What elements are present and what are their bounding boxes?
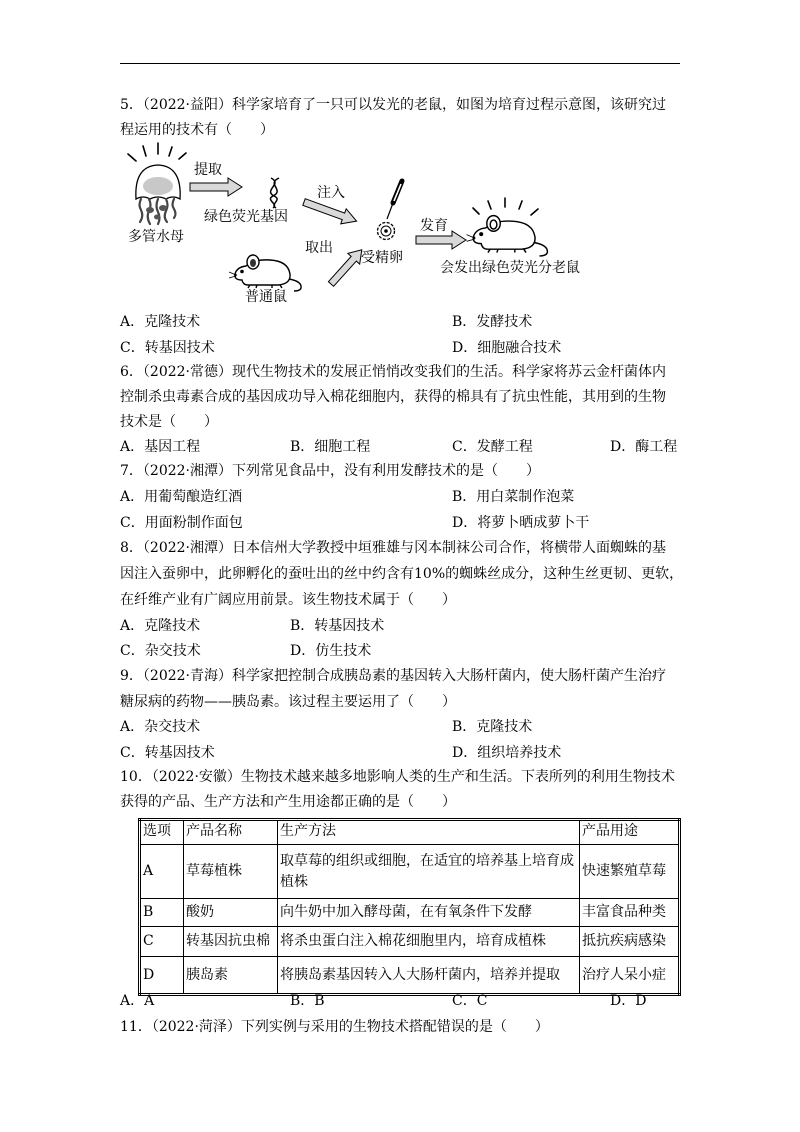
jellyfish-bell-shading (143, 177, 173, 195)
table-row (140, 927, 680, 957)
normal-mouse-illustration (229, 255, 301, 291)
question-7-option-d: D．将萝卜晒成萝卜干 (452, 515, 590, 531)
question-5-stem-line-2: 程运用的技术有（ ） (120, 122, 274, 138)
glow-ray (169, 147, 172, 156)
question-7-option-b: B．用白菜制作泡菜 (452, 489, 575, 505)
question-7-option-c: C．用面粉制作面包 (120, 515, 243, 531)
cell-production-method: 取草莓的组织或细胞，在适宜的培养基上培育成植株 (278, 845, 580, 899)
question-6-option-d: D．酶工程 (610, 439, 678, 455)
question-8-stem-line-3: 在纤维产业有广阔应用前景。该生物技术属于（ ） (120, 592, 456, 608)
cell-option: A (140, 845, 184, 899)
question-10-stem-line-1: 10．（2022·安徽）生物技术越来越多地影响人类的生产和生活。下表所列的利用生物技术 (120, 769, 675, 785)
cell-option: C (140, 927, 184, 957)
glow-ray (531, 209, 538, 215)
question-8-option-c: C．杂交技术 (120, 643, 201, 659)
mouse-eye (479, 232, 483, 236)
tentacle (157, 199, 160, 224)
glowing-mouse-illustration (467, 216, 548, 256)
question-6-stem-line-2: 控制杀虫毒素合成的基因成功导入棉花细胞内，获得的棉具有了抗虫性能，其用到的生物 (120, 389, 666, 405)
syringe-needle (387, 203, 393, 219)
question-5-stem-line-1: 5．（2022·益阳）科学家培育了一只可以发光的老鼠，如图为培育过程示意图，该研究过 (120, 97, 666, 113)
question-6-option-b: B．细胞工程 (290, 439, 371, 455)
question-9-option-b: B．克隆技术 (452, 719, 533, 735)
cell-product-name: 胰岛素 (184, 957, 278, 995)
glow-ray (473, 208, 479, 214)
glow-ray (488, 201, 491, 209)
table-row (140, 899, 680, 927)
gfp-mouse-process-diagram (110, 138, 570, 308)
column-header-product-name: 产品名称 (184, 820, 278, 845)
question-6-option-c: C．发酵工程 (452, 439, 533, 455)
fertilized-egg-icon (378, 223, 395, 240)
question-9-option-c: C．转基因技术 (120, 745, 215, 761)
mouse-inner-ear (490, 220, 497, 229)
glow-ray (128, 154, 136, 161)
diagram-label-glowing-mouse: 会发出绿色荧光分老鼠 (440, 260, 580, 276)
question-5-option-a: A．克隆技术 (120, 314, 201, 330)
jellyfish-tentacles (140, 199, 176, 224)
glowing-mouse-rays (473, 198, 538, 215)
question-10-stem-line-2: 获得的产品、生产方法和产生用途都正确的是（ ） (120, 794, 456, 810)
question-6-stem-line-3: 技术是（ ） (120, 414, 218, 430)
tentacle (173, 199, 176, 218)
question-11-stem-line-1: 11．（2022·菏泽）下列实例与采用的生物技术搭配错误的是（ ） (120, 1019, 549, 1035)
table-header-row (140, 820, 680, 845)
question-5-option-d: D．细胞融合技术 (452, 340, 562, 356)
mouse-inner-ear (250, 259, 256, 267)
diagram-label-normal-mouse: 普通鼠 (245, 289, 287, 305)
cell-product-name: 转基因抗虫棉 (184, 927, 278, 957)
question-10-option-d: D．D (610, 993, 647, 1009)
glow-ray (143, 146, 146, 156)
body-spot (159, 205, 167, 211)
question-9-option-a: A．杂交技术 (120, 719, 201, 735)
diagram-label-develop: 发育 (420, 218, 448, 234)
diagram-label-inject: 注入 (317, 185, 345, 201)
diagram-label-egg: 受精卵 (361, 250, 403, 266)
question-8-option-d: D．仿生技术 (290, 643, 372, 659)
question-7-stem-line-1: 7．（2022·湘潭）下列常见食品中，没有利用发酵技术的是（ ） (120, 463, 540, 479)
question-10-option-b: B．B (290, 993, 325, 1009)
body-spot (146, 207, 154, 213)
glow-ray (519, 201, 522, 209)
question-6-stem-line-1: 6．（2022·常德）现代生物技术的发展正悄悄改变我们的生活。科学家将苏云金杆菌体内 (120, 364, 666, 380)
glow-ray (179, 153, 186, 159)
question-5-option-b: B．发酵技术 (452, 314, 533, 330)
tentacle (140, 199, 143, 222)
cell-product-name: 酸奶 (184, 899, 278, 927)
cell-option: D (140, 957, 184, 995)
cell-product-use: 治疗人呆小症 (580, 957, 680, 995)
cell-product-use: 丰富食品种类 (580, 899, 680, 927)
cell-product-use: 快速繁殖草莓 (580, 845, 680, 899)
jellyfish-glow-rays (128, 143, 186, 161)
question-8-stem-line-1: 8．（2022·湘潭）日本信州大学教授中垣雅雄与冈本制袜公司合作，将横带人面蜘蛛的基 (120, 540, 666, 556)
body-spot (154, 215, 160, 220)
table-row (140, 845, 680, 899)
question-9-stem-line-1: 9．（2022·青海）科学家把控制合成胰岛素的基因转入大肠杆菌内，使大肠杆菌产生治疗 (120, 668, 666, 684)
diagram-label-extract: 提取 (194, 162, 222, 178)
arrow-extract (190, 178, 242, 196)
question-9-option-d: D．组织培养技术 (452, 745, 562, 761)
cell-production-method: 将胰岛素基因转入人大肠杆菌内，培养并提取 (278, 957, 580, 995)
diagram-label-take-out: 取出 (305, 240, 333, 256)
mouse-eye (240, 270, 244, 274)
dna-gene-icon (270, 178, 279, 208)
question-7-option-a: A．用葡萄酿造红酒 (120, 489, 243, 505)
diagram-label-gene: 绿色荧光基因 (204, 209, 288, 225)
mouse-tail (289, 279, 301, 291)
question-8-option-b: B．转基因技术 (290, 618, 385, 634)
mouse-tail (534, 242, 548, 255)
column-header-option: 选项 (140, 820, 184, 845)
header-rule (120, 63, 680, 64)
question-6-option-a: A．基因工程 (120, 439, 201, 455)
jellyfish-illustration (128, 143, 186, 224)
products-table (138, 818, 681, 996)
diagram-label-jellyfish: 多管水母 (128, 229, 184, 245)
column-header-production-method: 生产方法 (278, 820, 580, 845)
column-header-product-use: 产品用途 (580, 820, 680, 845)
cell-production-method: 向牛奶中加入酵母菌，在有氧条件下发酵 (278, 899, 580, 927)
cell-product-use: 抵抗疾病感染 (580, 927, 680, 957)
question-8-stem-line-2: 因注入蚕卵中，此卵孵化的蚕吐出的丝中约含有10%的蜘蛛丝成分，这种生丝更韧、更软， (120, 566, 684, 582)
question-5-option-c: C．转基因技术 (120, 340, 215, 356)
cell-product-name: 草莓植株 (184, 845, 278, 899)
question-10-option-c: C．C (452, 993, 488, 1009)
syringe-icon (387, 181, 402, 219)
table-row (140, 957, 680, 995)
question-9-stem-line-2: 糖尿病的药物——胰岛素。该过程主要运用了（ ） (120, 694, 456, 710)
question-10-option-a: A．A (120, 993, 155, 1009)
question-8-option-a: A．克隆技术 (120, 618, 201, 634)
egg-nucleus (384, 229, 388, 233)
cell-option: B (140, 899, 184, 927)
cell-production-method: 将杀虫蛋白注入棉花细胞里内，培育成植株 (278, 927, 580, 957)
